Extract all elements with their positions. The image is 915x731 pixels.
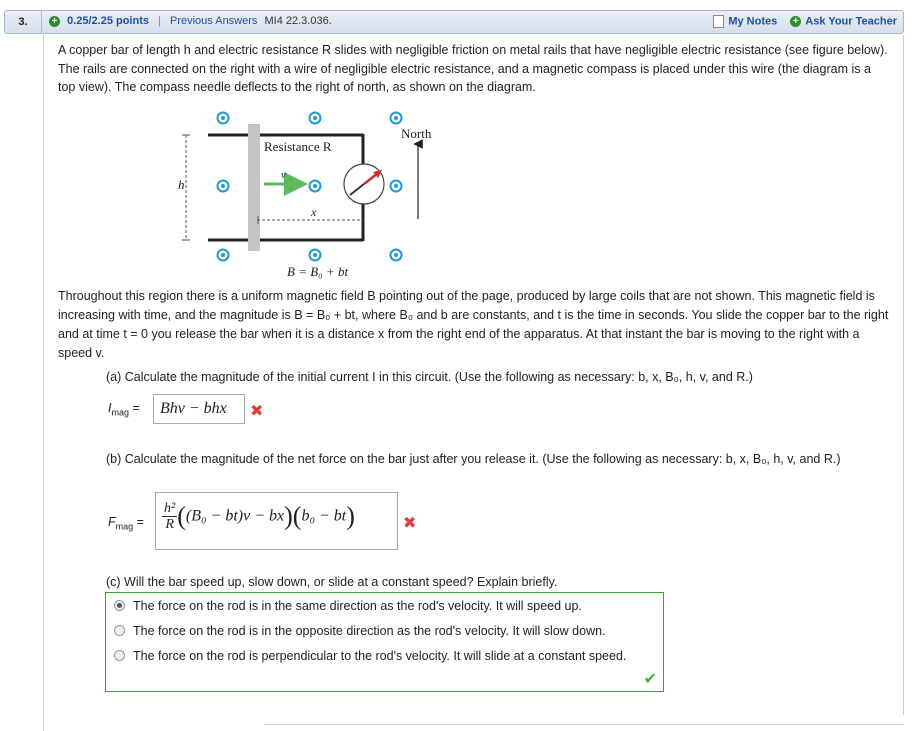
fraction-denominator: R [165, 517, 174, 532]
field-dot-center [394, 253, 398, 257]
ask-teacher-icon[interactable]: + [790, 16, 801, 27]
question-id: MI4 22.3.036. [264, 15, 332, 27]
choice-label: The force on the rod is in the opposite direction as the rod's velocity. It will slow down. [133, 624, 606, 638]
choice-label: The force on the rod is in the same direction as the rod's velocity. It will speed up. [133, 599, 582, 613]
radio-button[interactable] [114, 650, 125, 661]
part-b-label-sub: mag [115, 521, 134, 532]
v-label: v [281, 169, 286, 181]
copper-bar [248, 124, 260, 251]
field-dot-center [221, 116, 225, 120]
field-dot-center [313, 116, 317, 120]
bottom-border [264, 724, 904, 725]
part-a-question: (a) Calculate the magnitude of the initial current I in this circuit. (Use the following as necessary: b, x, B₀, h, v, and R.) [106, 370, 753, 384]
h-label: h [178, 177, 185, 192]
radio-button-selected[interactable] [114, 600, 125, 611]
plus-icon[interactable]: + [49, 16, 60, 27]
field-equation: B = B₀ + bt [287, 264, 349, 279]
part-b-expression-1: (B₀ − bt)v − bx [185, 507, 285, 525]
separator: | [158, 15, 161, 27]
points-area [49, 15, 332, 27]
part-a-label: $I_{mag}$ = [108, 401, 140, 418]
intro-paragraph: A copper bar of length h and electric resistance R slides with negligible friction on metal rails that have negligible electric resistance (see figure below). The rails are connected on the right with a wire of negligible electric resistance, and a magnetic compass is placed under this wire (the diagram is a top view). The compass needle deflects to the right of north, as shown on the diagram. [58, 43, 888, 94]
field-dot-center [394, 116, 398, 120]
part-a-label-main: I [108, 401, 112, 415]
circuit-figure [170, 104, 450, 282]
part-b-label: $F_{mag}$ = [108, 515, 144, 532]
part-a-answer-field[interactable]: Bhv − bhx [153, 394, 245, 424]
part-b-question: (b) Calculate the magnitude of the net force on the bar just after you release it. (Use the following as necessary: b, x, B₀, h, v, and R.) [106, 452, 841, 466]
incorrect-icon: ✖ [250, 403, 264, 420]
field-dot-center [313, 184, 317, 188]
radio-button[interactable] [114, 625, 125, 636]
field-dot-center [221, 253, 225, 257]
previous-answers-link[interactable]: Previous Answers [169, 15, 258, 27]
field-dot-center [221, 184, 225, 188]
part-b-expression-2: b₀ − bt [301, 507, 347, 525]
choice-speed-up[interactable] [114, 599, 582, 613]
x-label: x [311, 205, 317, 219]
choice-label: The force on the rod is perpendicular to the rod's velocity. It will slide at a constant speed. [133, 649, 627, 663]
field-dot-center [394, 184, 398, 188]
part-b-label-main: F [108, 515, 116, 529]
choice-constant-speed[interactable] [114, 649, 626, 663]
choice-slow-down[interactable] [114, 624, 606, 638]
part-c-question: (c) Will the bar speed up, slow down, or slide at a constant speed? Explain briefly. [106, 575, 558, 589]
incorrect-icon: ✖ [403, 515, 417, 532]
my-notes-link[interactable]: My Notes [728, 15, 778, 28]
fraction-numerator: h² [164, 501, 176, 516]
h-squared-over-r [162, 501, 177, 532]
right-border [903, 35, 904, 715]
answer-choices [105, 592, 664, 692]
north-label: North [401, 126, 432, 141]
points-score: 0.25/2.25 points [67, 15, 149, 27]
left-border [43, 35, 44, 731]
part-b-answer-field[interactable]: $\frac{\text{h²}}{R}$ ((B₀ − bt)v − bx)(b₀ − bt) [155, 492, 398, 550]
part-a-label-sub: mag [111, 407, 129, 418]
header-links [713, 15, 897, 28]
correct-check-icon: ✔ [643, 671, 657, 688]
field-dot-center [313, 253, 317, 257]
body-paragraph: Throughout this region there is a uniform magnetic field B pointing out of the page, produced by large coils that are not shown. This magnetic field is increasing with time, and the magnitude is B = B₀ + bt, where B₀ and b are constants, and t is the time in seconds. You slide the copper bar to the right and at time t = 0 you release the bar when it is a distance x from the right end of the apparatus. At that instant the bar is moving to the right with a speed v. [58, 289, 889, 360]
notes-icon[interactable] [713, 15, 724, 28]
question-header [4, 10, 904, 34]
resistance-label: Resistance R [264, 139, 332, 154]
ask-teacher-link[interactable]: Ask Your Teacher [805, 15, 897, 28]
question-number: 3. [5, 11, 42, 33]
